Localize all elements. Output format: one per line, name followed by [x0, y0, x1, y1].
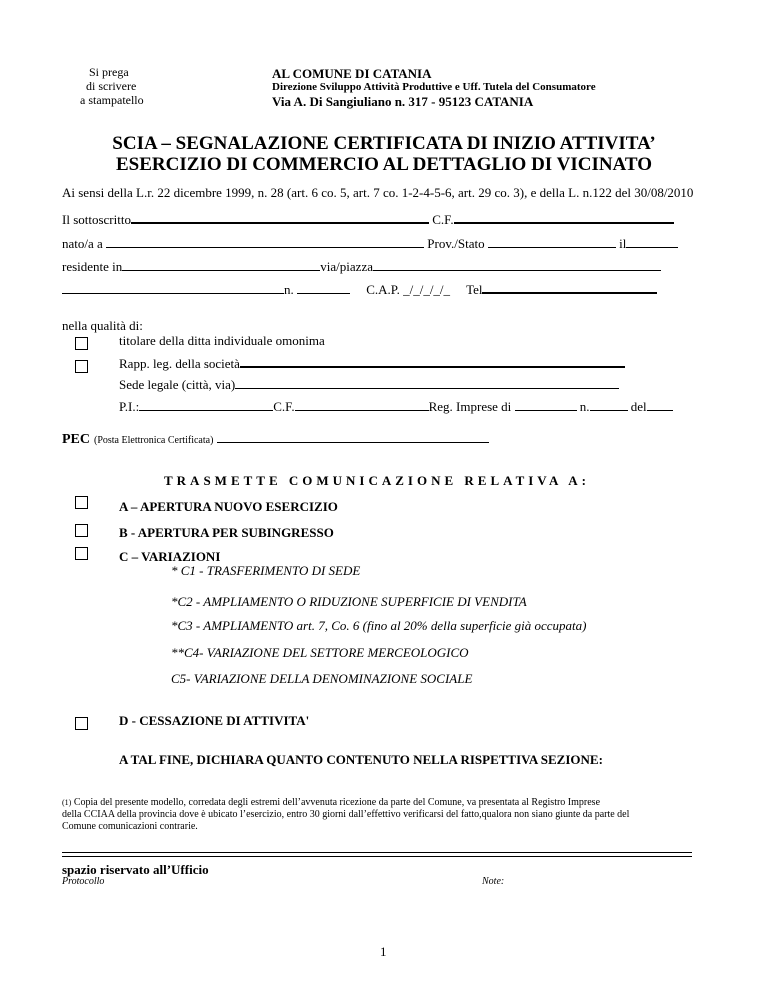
nato-row: [62, 236, 678, 252]
footnote-marker: (1): [62, 798, 72, 807]
rapp-leg-checkbox[interactable]: [75, 360, 88, 373]
pi-row: [119, 399, 673, 415]
option-d-label: D - CESSAZIONE DI ATTIVITA': [119, 713, 310, 728]
sottoscritto-row: [62, 212, 674, 228]
sottoscritto-label: Il sottoscritto: [62, 212, 131, 227]
regn-field[interactable]: [590, 409, 628, 411]
print-note-1: Si prega: [89, 65, 129, 79]
cf-field[interactable]: [454, 221, 674, 224]
option-c3-label: *C3 - AMPLIAMENTO art. 7, Co. 6 (fino al 20% della superficie già occupata): [171, 618, 587, 633]
legal-reference: Ai sensi della L.r. 22 dicembre 1999, n. 28 (art. 6 co. 5, art. 7 co. 1-2-4-5-6, art. 29 co. 3), e della L. n.122 del 30/08/2010: [62, 185, 694, 200]
cap-label: C.A.P. _/_/_/_/_: [366, 282, 451, 297]
del-label: del: [630, 399, 647, 414]
rapp-leg-label: Rapp. leg. della società: [119, 356, 240, 371]
option-c4-label: **C4- VARIAZIONE DEL SETTORE MERCEOLOGICO: [171, 645, 469, 660]
footnote: [62, 797, 629, 833]
sede-field[interactable]: [235, 387, 619, 389]
tel-field[interactable]: [482, 291, 657, 294]
pec-row: [62, 430, 489, 448]
page-title: SCIA – SEGNALAZIONE CERTIFICATA DI INIZIO ATTIVITA’: [112, 133, 656, 154]
protocollo-label: Protocollo: [62, 876, 105, 887]
note-label: Note:: [482, 876, 505, 887]
footnote-line-1: (1) Copia del presente modello, corredata degli estremi dell’avvenuta ricezione da parte del Comune, va presentata al Registro Imprese: [62, 797, 601, 808]
il-label: il: [619, 236, 627, 251]
pec-field[interactable]: [217, 441, 489, 443]
via-label: via/piazza: [320, 259, 373, 274]
option-b-checkbox[interactable]: [75, 524, 88, 537]
sede-row: [119, 377, 619, 393]
print-note-3: a stampatello: [80, 93, 144, 107]
option-c1-label: * C1 - TRASFERIMENTO DI SEDE: [171, 563, 361, 578]
address: Via A. Di Sangiuliano n. 317 - 95123 CATANIA: [272, 94, 534, 109]
cf-label: C.F.: [432, 212, 454, 227]
pi-label: P.I.:: [119, 399, 140, 414]
dichiara-heading: A TAL FINE, DICHIARA QUANTO CONTENUTO NELLA RISPETTIVA SEZIONE:: [119, 752, 603, 767]
tel-label: Tel: [466, 282, 483, 297]
rapp-leg-row: [119, 356, 625, 372]
print-note-2: di scrivere: [86, 79, 137, 93]
titolare-label: titolare della ditta individuale omonima: [119, 333, 325, 348]
footnote-line-3: Comune comunicazioni contrarie.: [62, 821, 198, 832]
option-c2-label: *C2 - AMPLIAMENTO O RIDUZIONE SUPERFICIE DI VENDITA: [171, 594, 527, 609]
cf2-field[interactable]: [295, 409, 429, 411]
residente-label: residente in: [62, 259, 123, 274]
residente-field[interactable]: [122, 269, 320, 271]
del-field[interactable]: [647, 409, 673, 411]
societa-field[interactable]: [240, 365, 625, 368]
pec-label: PEC: [62, 432, 90, 447]
pi-field[interactable]: [139, 409, 273, 411]
department: Direzione Sviluppo Attività Produttive e Uff. Tutela del Consumatore: [272, 81, 596, 93]
page-subtitle: ESERCIZIO DI COMMERCIO AL DETTAGLIO DI VICINATO: [116, 154, 652, 175]
civic-row: [62, 282, 657, 298]
footnote-line-2: della CCIAA della provincia dove è ubicato l’esercizio, entro 30 giorni dall’effettivo verificarsi del fatto,qualora non siano giunte da parte del: [62, 809, 630, 820]
recipient: AL COMUNE DI CATANIA: [272, 66, 432, 81]
via-field[interactable]: [373, 269, 661, 271]
n-label: n.: [284, 282, 294, 297]
reg-field[interactable]: [515, 409, 577, 411]
nato-label: nato/a a: [62, 236, 103, 251]
residente-row: [62, 259, 661, 275]
sottoscritto-field[interactable]: [131, 221, 429, 224]
il-field[interactable]: [626, 246, 678, 248]
titolare-checkbox[interactable]: [75, 337, 88, 350]
option-c-checkbox[interactable]: [75, 547, 88, 560]
qualita-label: nella qualità di:: [62, 318, 143, 333]
option-c-label: C – VARIAZIONI: [119, 549, 221, 564]
n-field[interactable]: [297, 292, 350, 294]
prov-label: Prov./Stato: [427, 236, 485, 251]
trasmette-heading: TRASMETTE COMUNICAZIONE RELATIVA A:: [164, 473, 590, 488]
office-title: spazio riservato all’Ufficio: [62, 862, 209, 877]
option-c5-label: C5- VARIAZIONE DELLA DENOMINAZIONE SOCIALE: [171, 671, 473, 686]
option-d-checkbox[interactable]: [75, 717, 88, 730]
address-field[interactable]: [62, 292, 284, 294]
separator-rule: [62, 852, 692, 857]
nato-field[interactable]: [106, 246, 424, 248]
regn-label: n.: [579, 399, 590, 414]
option-a-label: A – APERTURA NUOVO ESERCIZIO: [119, 499, 338, 514]
cf2-label: C.F.: [273, 399, 295, 414]
reg-label: Reg. Imprese di: [428, 399, 512, 414]
sede-label: Sede legale (città, via): [119, 377, 236, 392]
pec-sub: (Posta Elettronica Certificata): [94, 435, 214, 446]
option-a-checkbox[interactable]: [75, 496, 88, 509]
page-number: 1: [380, 944, 387, 959]
prov-field[interactable]: [488, 246, 616, 248]
option-b-label: B - APERTURA PER SUBINGRESSO: [119, 525, 334, 540]
